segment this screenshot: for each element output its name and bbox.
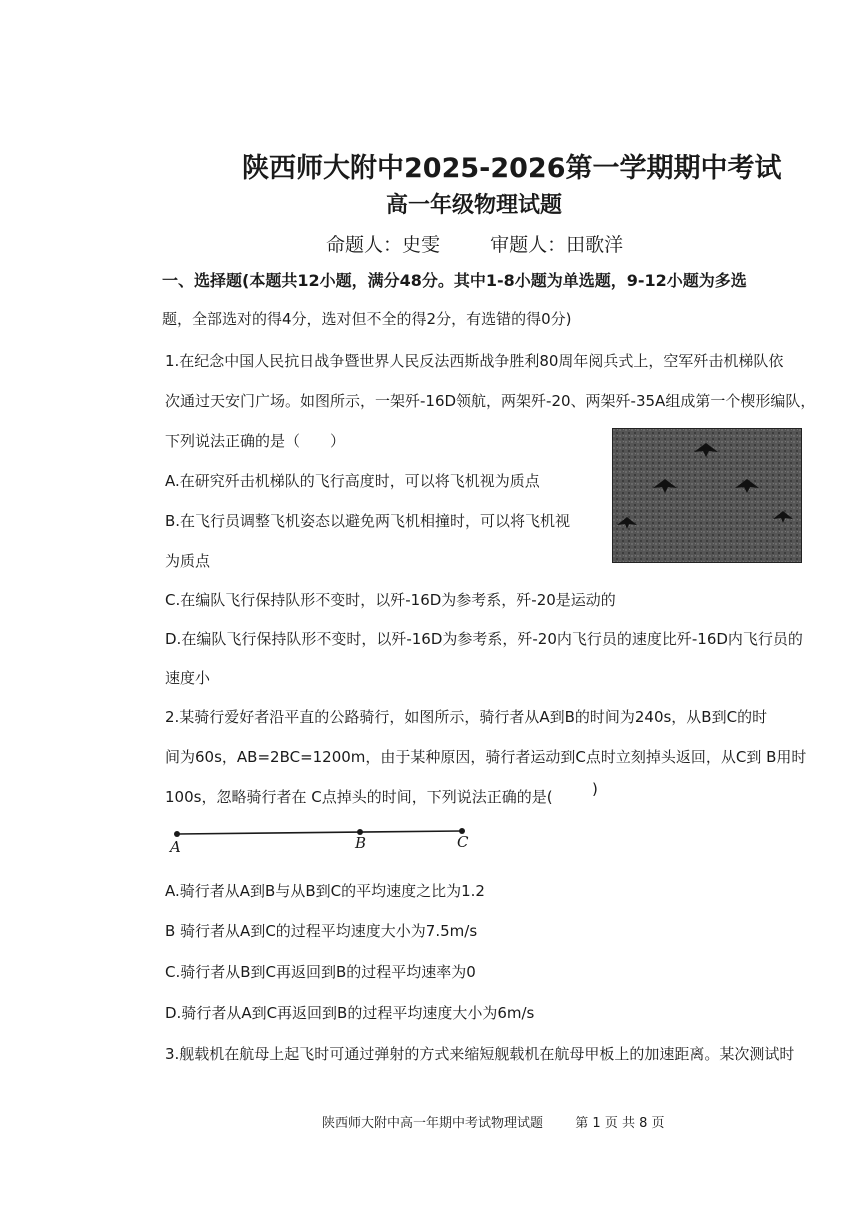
question-reviewer: 审题人：田歌洋 — [490, 234, 624, 256]
q1-stem-line1: 1.在纪念中国人民抗日战争暨世界人民反法西斯战争胜利80周年阅兵式上，空军歼击机梯队依 — [165, 352, 784, 370]
q3-stem-line1: 3.舰载机在航母上起飞时可通过弹射的方式来缩短舰载机在航母甲板上的加速距离。某次测试时 — [165, 1045, 795, 1063]
footer-exam-name: 陕西师大附中高一年期中考试物理试题 — [322, 1116, 544, 1131]
q1-option-c: C.在编队飞行保持队形不变时，以歼-16D为参考系，歼-20是运动的 — [165, 591, 616, 609]
q1-stem-line3: 下列说法正确的是（ ） — [165, 432, 346, 450]
point-c-label: C — [457, 833, 469, 851]
footer-page-number: 第 1 页 共 8 页 — [575, 1116, 665, 1131]
question-setter: 命题人：史雯 — [326, 234, 441, 256]
point-a-label: A — [170, 838, 181, 856]
point-a-dot — [174, 831, 180, 837]
q2-option-d: D.骑行者从A到C再返回到B的过程平均速度大小为6m/s — [165, 1004, 535, 1022]
point-b-label: B — [355, 834, 367, 852]
jet-formation-image — [613, 429, 801, 562]
q1-option-b-line1: B.在飞行员调整飞机姿态以避免两飞机相撞时，可以将飞机视 — [165, 512, 571, 530]
exam-title: 陕西师大附中2025-2026第一学期期中考试 — [242, 153, 782, 184]
q1-option-a: A.在研究歼击机梯队的飞行高度时，可以将飞机视为质点 — [165, 472, 540, 490]
q2-option-a: A.骑行者从A到B与从B到C的平均速度之比为1.2 — [165, 882, 485, 900]
q2-answer-paren: ) — [592, 780, 598, 798]
q1-option-d-line2: 速度小 — [165, 669, 211, 687]
q2-option-b: B 骑行者从A到C的过程平均速度大小为7.5m/s — [165, 922, 478, 940]
exam-subtitle: 高一年级物理试题 — [386, 193, 563, 218]
q2-option-c: C.骑行者从B到C再返回到B的过程平均速率为0 — [165, 963, 476, 981]
section-heading-line1: 一、选择题(本题共12小题，满分48分。其中1-8小题为单选题，9-12小题为多选 — [162, 271, 747, 290]
section-heading-line2: 题，全部选对的得4分，选对但不全的得2分，有选错的得0分) — [162, 310, 572, 328]
author-line — [326, 230, 623, 257]
q1-option-b-line2: 为质点 — [165, 552, 211, 570]
q2-stem-line3: 100s，忽略骑行者在 C点掉头的时间，下列说法正确的是( — [165, 788, 553, 806]
abc-road-diagram — [165, 822, 485, 866]
page-footer — [322, 1112, 665, 1131]
q1-option-d-line1: D.在编队飞行保持队形不变时，以歼-16D为参考系，歼-20内飞行员的速度比歼-16D内飞行员的 — [165, 630, 803, 648]
q2-stem-line1: 2.某骑行爱好者沿平直的公路骑行，如图所示，骑行者从A到B的时间为240s，从B到C的时 — [165, 708, 768, 726]
road-line-figure — [165, 822, 485, 862]
road-line — [177, 831, 462, 834]
q2-stem-line2: 间为60s，AB=2BC=1200m，由于某种原因，骑行者运动到C点时立刻掉头返回，从C到 B用时 — [165, 748, 807, 766]
jet-formation-photo — [612, 428, 802, 563]
q1-stem-line2: 次通过天安门广场。如图所示，一架歼-16D领航，两架歼-20、两架歼-35A组成第一个楔形编队， — [165, 392, 816, 410]
